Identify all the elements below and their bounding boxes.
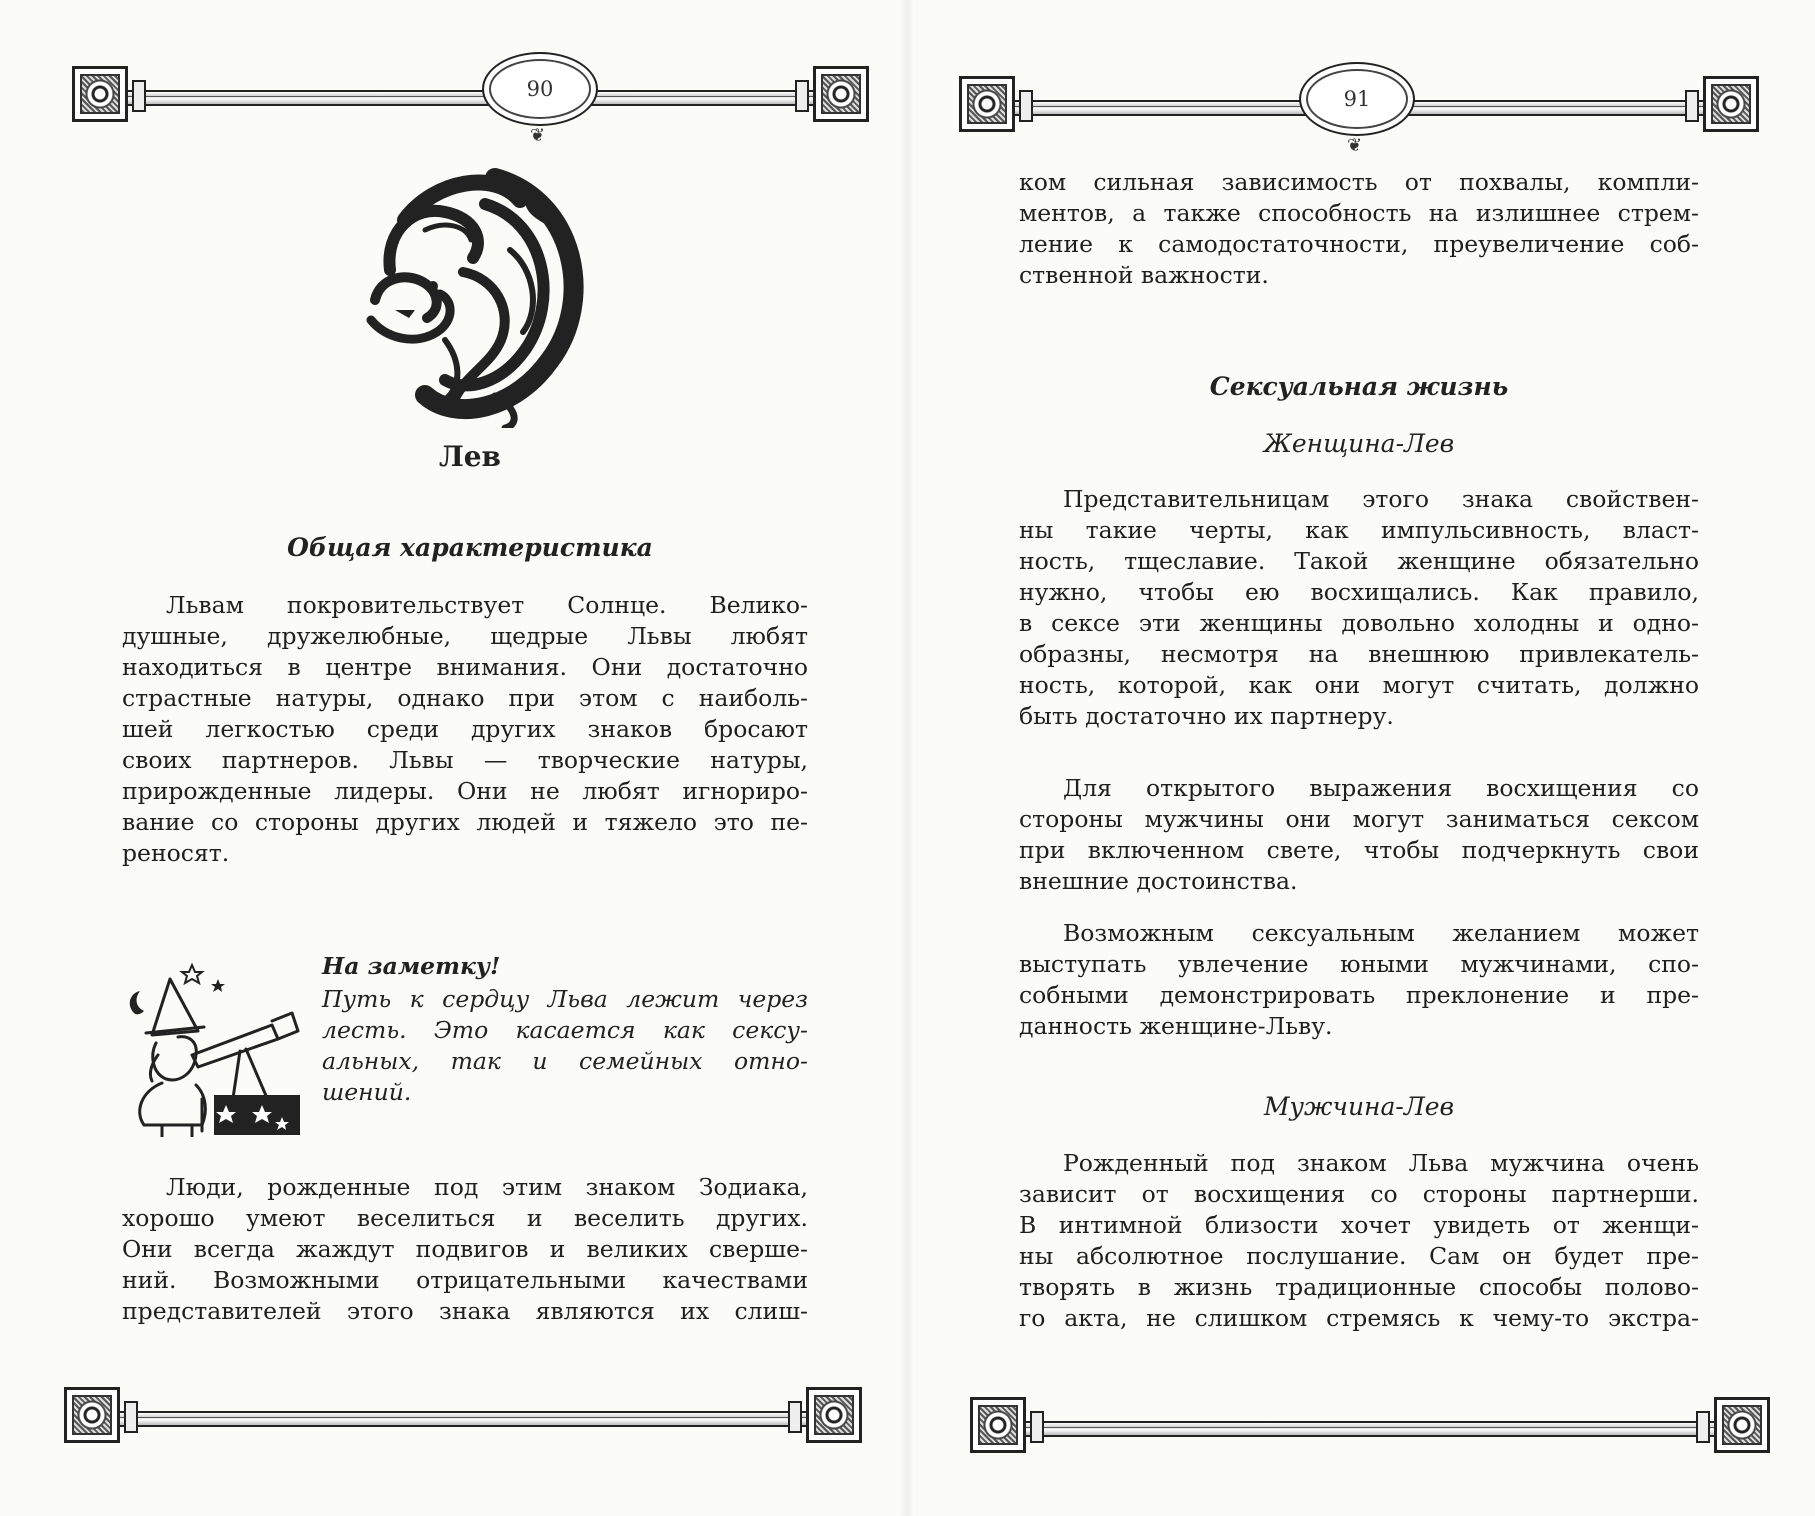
paragraph-man-1 <box>1019 1148 1699 1334</box>
ornament-post-icon <box>64 1387 120 1443</box>
astronomer-illustration-icon <box>122 955 322 1137</box>
note-line: Путь к сердцу Льва лежит через <box>322 985 808 1013</box>
subsection-heading-woman: Женщина-Лев <box>1263 429 1455 458</box>
right-page <box>907 0 1815 1516</box>
text-line: находиться в центре внимания. Они достаточно <box>122 653 808 681</box>
section-heading: Сексуальная жизнь <box>1209 372 1509 401</box>
text-line: ментов, а также способность на излишнее стрем- <box>1019 199 1699 227</box>
text-line: творять в жизнь традиционные способы полово- <box>1019 1273 1699 1301</box>
text-line: Рожденный под знаком Льва мужчина очень <box>1063 1149 1699 1177</box>
text-line: образны, несмотря на внешнюю привлекатель- <box>1019 640 1699 668</box>
text-line: внешние достоинства. <box>1019 867 1298 895</box>
paragraph-general <box>122 590 808 869</box>
text-line: Для открытого выражения восхищения со <box>1063 774 1699 802</box>
section-heading: Общая характеристика <box>287 533 653 562</box>
text-line: ность, тщеславие. Такой женщине обязательно <box>1019 547 1699 575</box>
text-line: своих партнеров. Львы — творческие натуры, <box>122 746 808 774</box>
note-text <box>322 984 808 1108</box>
ornament-post-icon <box>1703 76 1759 132</box>
text-line: го акта, не слишком стремясь к чему-то экстра- <box>1019 1304 1699 1332</box>
text-line: Представительницам этого знака свойствен- <box>1063 485 1699 513</box>
text-line: душные, дружелюбные, щедрые Львы любят <box>122 622 808 650</box>
text-line: зависит от восхищения со стороны партнерши. <box>1019 1180 1699 1208</box>
text-line: Они всегда жаждут подвигов и великих свершe- <box>122 1235 808 1263</box>
note-line: альных, так и семейных отно- <box>322 1047 808 1075</box>
paragraph-woman-1 <box>1019 484 1699 732</box>
lion-zodiac-icon <box>345 160 595 428</box>
ornament-post-icon <box>970 1397 1026 1453</box>
text-line: ственной важности. <box>1019 261 1269 289</box>
paragraph-woman-2 <box>1019 773 1699 897</box>
text-line: нужно, чтобы ею восхищались. Как правило, <box>1019 578 1699 606</box>
text-line: данность женщине-Льву. <box>1019 1012 1333 1040</box>
note-line: лесть. Это касается как сексу- <box>322 1016 808 1044</box>
text-line: в сексе эти женщины довольно холодны и одно- <box>1019 609 1699 637</box>
text-line: ком сильная зависимость от похвалы, компли- <box>1019 168 1699 196</box>
text-line: вание со стороны других людей и тяжело это пе- <box>122 808 808 836</box>
paragraph-woman-3 <box>1019 918 1699 1042</box>
note-line: шений. <box>322 1078 412 1106</box>
text-line: представителей этого знака являются их слиш- <box>122 1297 808 1325</box>
paragraph-people <box>122 1172 808 1327</box>
ornament-post-icon <box>72 66 128 122</box>
note-title: На заметку! <box>322 952 501 980</box>
bottom-ornament-bar <box>64 1373 862 1463</box>
ornament-post-icon <box>806 1387 862 1443</box>
text-line: реносят. <box>122 839 230 867</box>
text-line: Львам покровительствует Солнце. Велико- <box>166 591 808 619</box>
top-ornament-bar <box>72 52 869 142</box>
text-line: при включенном свете, чтобы подчеркнуть свои <box>1019 836 1699 864</box>
bottom-ornament-bar <box>970 1383 1770 1473</box>
left-page <box>0 0 907 1516</box>
text-line: хорошо умеют веселиться и веселить других. <box>122 1204 808 1232</box>
text-line: ность, которой, как они могут считать, должно <box>1019 671 1699 699</box>
ornament-post-icon <box>959 76 1015 132</box>
page-number: 90 ❦ <box>482 52 598 126</box>
text-line: ление к самодостаточности, преувеличение соб- <box>1019 230 1699 258</box>
top-ornament-bar <box>959 62 1759 152</box>
paragraph-continuation <box>1019 167 1699 291</box>
text-line: выступать увлечение юными мужчинами, спо- <box>1019 950 1699 978</box>
subsection-heading-man: Мужчина-Лев <box>1263 1092 1455 1121</box>
text-line: стороны мужчины они могут заниматься сексом <box>1019 805 1699 833</box>
text-line: собными демонстрировать преклонение и пре- <box>1019 981 1699 1009</box>
text-line: ны абсолютное послушание. Сам он будет пре- <box>1019 1242 1699 1270</box>
text-line: шей легкостью среди других знаков бросают <box>122 715 808 743</box>
text-line: Люди, рожденные под этим знаком Зодиака, <box>166 1173 808 1201</box>
text-line: прирожденные лидеры. Они не любят игнориро- <box>122 777 808 805</box>
page-number: 91 ❦ <box>1299 62 1415 136</box>
sign-title: Лев <box>438 440 502 473</box>
text-line: Возможным сексуальным желанием может <box>1063 919 1699 947</box>
ornament-post-icon <box>1714 1397 1770 1453</box>
text-line: страстные натуры, однако при этом с наиболь- <box>122 684 808 712</box>
text-line: быть достаточно их партнеру. <box>1019 702 1394 730</box>
ornament-post-icon <box>813 66 869 122</box>
text-line: ны такие черты, как импульсивность, власт- <box>1019 516 1699 544</box>
text-line: В интимной близости хочет увидеть от женщи- <box>1019 1211 1699 1239</box>
text-line: ний. Возможными отрицательными качествами <box>122 1266 808 1294</box>
